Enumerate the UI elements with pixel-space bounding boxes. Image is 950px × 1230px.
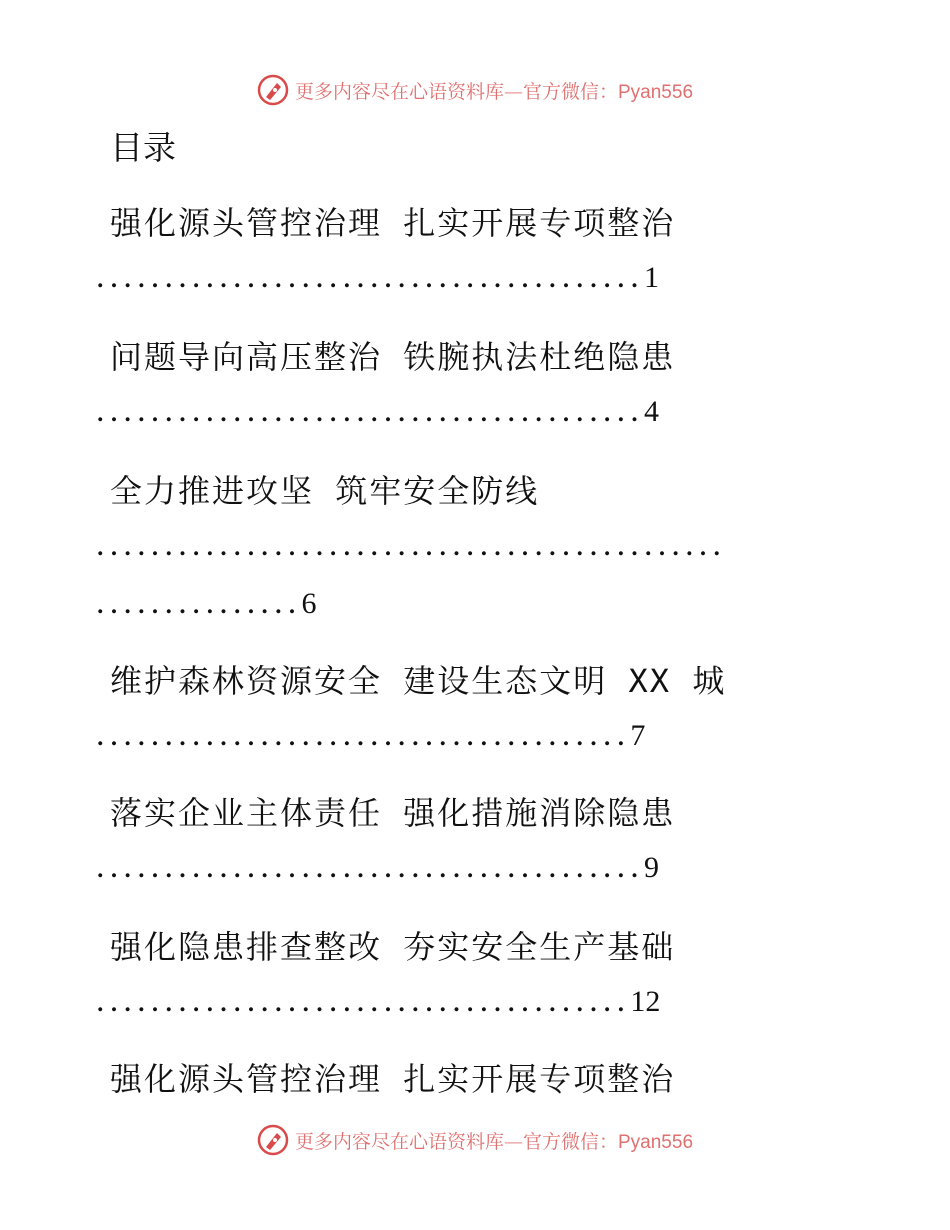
toc-entry-leader <box>96 258 659 296</box>
footer-watermark <box>0 1120 950 1160</box>
toc-entry-page[interactable]: 4 <box>644 395 659 428</box>
pen-nib-logo-icon <box>257 74 289 106</box>
toc-entry-page[interactable]: 7 <box>630 719 646 752</box>
watermark-wechat-label: 官方微信： <box>522 80 618 103</box>
toc-entry-page[interactable]: 1 <box>644 261 659 294</box>
watermark-site-text: 更多内容尽在心语资料库 <box>294 80 504 103</box>
watermark-site-text: 更多内容尽在心语资料库 <box>294 1130 504 1153</box>
watermark-wechat-label: 官方微信： <box>522 1130 618 1153</box>
toc-entry-leader <box>96 848 659 886</box>
section-heading: 强化源头管控治理 扎实开展专项整治 <box>110 1060 676 1098</box>
leader-dots: ........................................ <box>96 848 644 885</box>
toc-entry-title[interactable]: 强化源头管控治理 扎实开展专项整治 <box>110 204 676 242</box>
leader-dots: ........................................ <box>96 392 644 429</box>
leader-dots: .............................................. <box>96 526 727 563</box>
header-watermark <box>0 70 950 110</box>
toc-entry-title[interactable]: 全力推进攻坚 筑牢安全防线 <box>110 472 540 510</box>
toc-entry-title[interactable]: 强化隐患排查整改 夯实安全生产基础 <box>110 928 676 966</box>
toc-entry-leader <box>96 526 726 564</box>
pen-nib-logo-icon <box>257 1124 289 1156</box>
toc-entry-leader <box>96 716 645 754</box>
watermark-wechat-id: Pyan556 <box>618 81 694 103</box>
leader-dots: ....................................... <box>96 716 631 753</box>
toc-entry-leader <box>96 982 660 1020</box>
toc-entry-page[interactable]: 12 <box>630 985 661 1018</box>
leader-dots: ........................................ <box>96 258 644 295</box>
toc-heading: 目录 <box>110 128 176 167</box>
watermark-separator: — <box>503 80 523 103</box>
toc-entry-leader <box>96 392 659 430</box>
toc-entry-page[interactable]: 9 <box>644 851 659 884</box>
watermark-wechat-id: Pyan556 <box>618 1131 694 1153</box>
toc-entry-title[interactable]: 问题导向高压整治 铁腕执法杜绝隐患 <box>110 338 676 376</box>
toc-entry-title[interactable]: 落实企业主体责任 强化措施消除隐患 <box>110 794 676 832</box>
watermark-separator: — <box>503 1130 523 1153</box>
toc-entry-leader-continued <box>96 584 317 622</box>
toc-entry-page[interactable]: 6 <box>301 587 317 620</box>
leader-dots: ....................................... <box>96 982 631 1019</box>
toc-entry-title[interactable]: 维护森林资源安全 建设生态文明 XX 城 <box>110 662 727 700</box>
leader-dots: ............... <box>96 584 302 621</box>
